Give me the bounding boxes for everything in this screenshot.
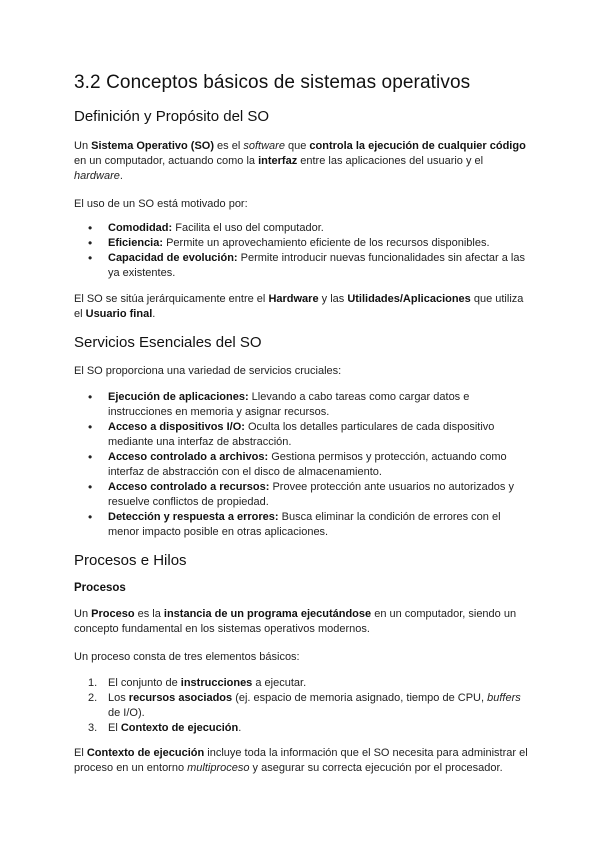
section-heading-definicion: Definición y Propósito del SO — [74, 108, 270, 125]
list-item: • Comodidad: Facilita el uso del computador. — [74, 221, 534, 236]
list-servicios — [74, 390, 534, 540]
list-number: 1. — [88, 677, 98, 689]
paragraph-definicion: Un Sistema Operativo (SO) es el software que controla la ejecución de cualquier código en un computador, actuando como la interfaz entre las aplicaciones del usuario y el hardware. — [74, 140, 526, 182]
bullet-icon — [88, 221, 92, 237]
list-item: • Acceso a dispositivos I/O: Oculta los detalles particulares de cada dispositivo mediante una interfaz de abstracción. — [74, 420, 534, 450]
list-item: • Detección y respuesta a errores: Busca eliminar la condición de errores con el menor impacto posible en otras aplicaciones. — [74, 510, 534, 540]
list-elementos — [74, 676, 534, 736]
list-item: • Ejecución de aplicaciones: Llevando a cabo tareas como cargar datos e instrucciones en memoria y asignar recursos. — [74, 390, 534, 420]
list-item: • Acceso controlado a recursos: Provee protección ante usuarios no autorizados y resuelve conflictos de propiedad. — [74, 480, 534, 510]
bullet-icon — [88, 236, 92, 252]
bullet-icon — [88, 480, 92, 496]
list-item: 3. El Contexto de ejecución. — [88, 722, 242, 734]
list-item: • Eficiencia: Permite un aprovechamiento eficiente de los recursos disponibles. — [74, 236, 534, 251]
list-number: 3. — [88, 722, 98, 734]
paragraph-proceso-definicion: Un Proceso es la instancia de un programa ejecutándose en un computador, siendo un concepto fundamental en los sistemas operativos modernos. — [74, 608, 517, 635]
bullet-icon — [88, 251, 92, 267]
list-item: 1. El conjunto de instrucciones a ejecutar. — [88, 677, 307, 689]
bullet-icon — [88, 510, 92, 526]
section-heading-procesos-hilos: Procesos e Hilos — [74, 552, 187, 569]
section-heading-servicios: Servicios Esenciales del SO — [74, 334, 262, 351]
bullet-icon — [88, 390, 92, 406]
list-motivacion — [74, 221, 534, 281]
paragraph-jerarquia: El SO se sitúa jerárquicamente entre el Hardware y las Utilidades/Aplicaciones que utiliza el Usuario final. — [74, 293, 524, 320]
bullet-icon — [88, 450, 92, 466]
paragraph-motivacion: El uso de un SO está motivado por: — [74, 198, 248, 210]
list-number: 2. — [88, 692, 98, 704]
subsection-heading-procesos: Procesos — [74, 582, 126, 594]
page-title: 3.2 Conceptos básicos de sistemas operativos — [74, 72, 471, 93]
bullet-icon — [88, 420, 92, 436]
paragraph-elementos: Un proceso consta de tres elementos básicos: — [74, 651, 300, 663]
paragraph-servicios: El SO proporciona una variedad de servicios cruciales: — [74, 365, 342, 377]
list-item: 2. Los recursos asociados (ej. espacio de memoria asignado, tiempo de CPU, buffers de I/O). — [88, 692, 521, 719]
list-item: • Capacidad de evolución: Permite introducir nuevas funcionalidades sin afectar a las ya existentes. — [74, 251, 534, 281]
paragraph-contexto: El Contexto de ejecución incluye toda la información que el SO necesita para administrar el proceso en un entorno multiproceso y asegurar su correcta ejecución por el procesador. — [74, 747, 528, 774]
list-item: • Acceso controlado a archivos: Gestiona permisos y protección, actuando como interfaz de abstracción con el disco de almacenamiento. — [74, 450, 534, 480]
